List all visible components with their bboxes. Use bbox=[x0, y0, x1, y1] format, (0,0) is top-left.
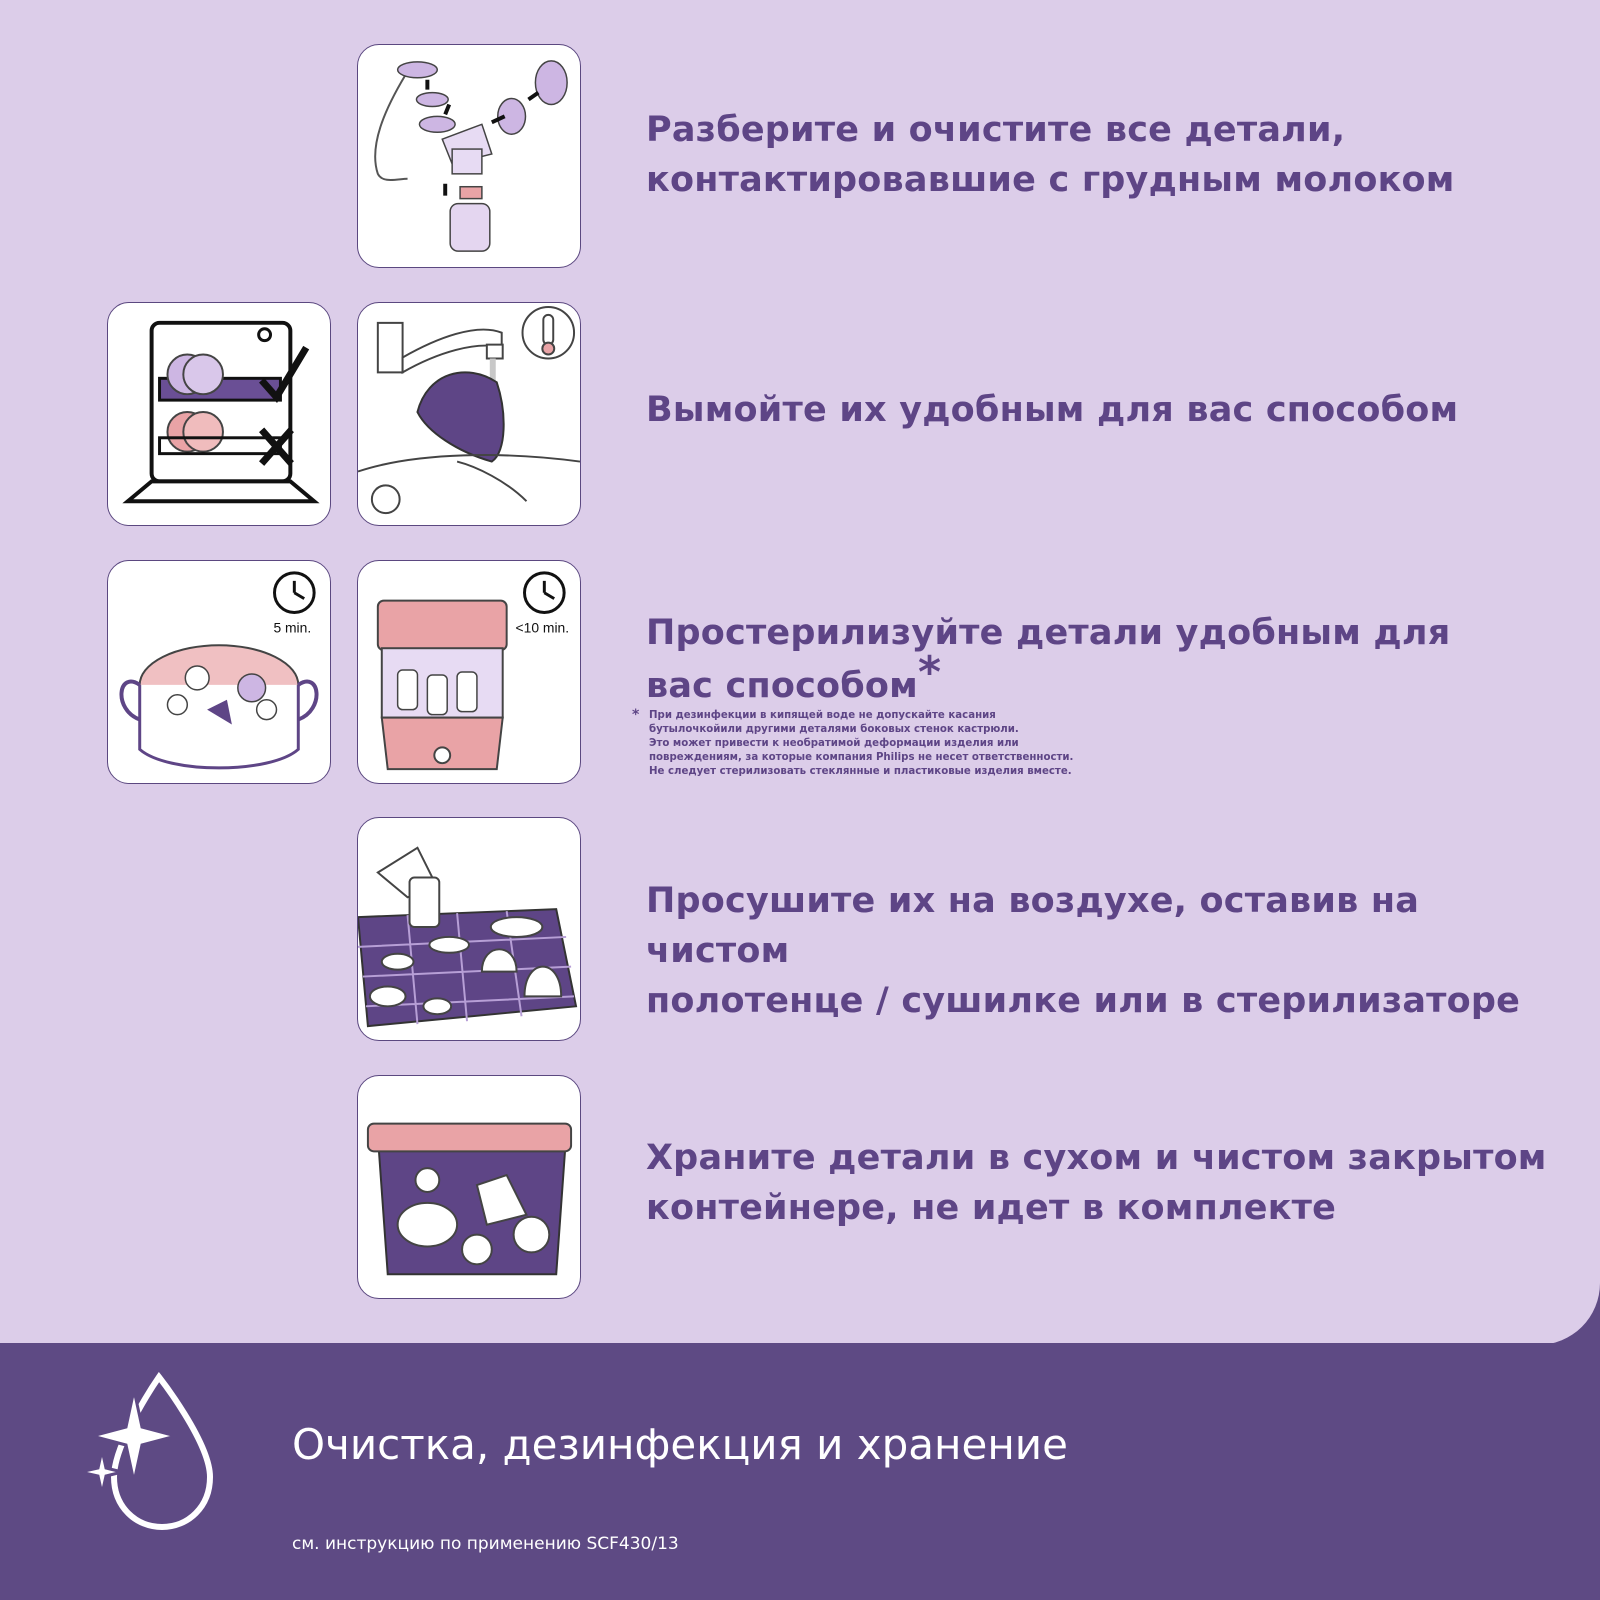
faucet-icon bbox=[358, 303, 580, 525]
footer-note: см. инструкцию по применению SCF430/13 bbox=[292, 1534, 679, 1554]
footer-band bbox=[0, 1343, 1600, 1600]
footer-corner-curve bbox=[1538, 1283, 1600, 1345]
sterilize-footnote bbox=[632, 709, 1092, 779]
steam-sterilizer-illustration bbox=[357, 560, 581, 784]
breast-pump-parts-icon bbox=[358, 45, 580, 267]
footer-title: Очистка, дезинфекция и хранение bbox=[292, 1420, 1068, 1469]
sterilizer-icon bbox=[358, 561, 580, 783]
air-dry-illustration bbox=[357, 817, 581, 1041]
storage-illustration bbox=[357, 1075, 581, 1299]
dishwasher-icon bbox=[108, 303, 330, 525]
step-1-text: Разберите и очистите все детали, контактировавшие с грудным молоком bbox=[646, 110, 1455, 200]
step-3-text bbox=[646, 608, 1566, 711]
step-4-text: Просушите их на воздухе, оставив на чистом полотенце / сушилке или в стерилизаторе bbox=[646, 881, 1521, 1021]
footnote-text: При дезинфекции в кипящей воде не допускайте касания бутылочкойили другими деталями боковых стенок кастрюли. Это может привести к необратимой деформации изделия или повреждениям, за которые компания Philips не несет ответственности. Не следует стерилизовать стеклянные и пластиковые изделия вместе. bbox=[649, 710, 1074, 777]
steam-timer-label: <10 min. bbox=[515, 619, 570, 636]
step-3-asterisk: * bbox=[917, 647, 942, 698]
footnote-star: * bbox=[632, 707, 640, 723]
handwash-illustration bbox=[357, 302, 581, 526]
step-2-text: Вымойте их удобным для вас способом bbox=[646, 390, 1459, 430]
disassemble-illustration bbox=[357, 44, 581, 268]
dishwasher-illustration bbox=[107, 302, 331, 526]
step-5-text: Храните детали в сухом и чистом закрытом контейнере, не идет в комплекте bbox=[646, 1138, 1547, 1228]
storage-container-icon bbox=[358, 1076, 580, 1298]
sparkle-drop-icon bbox=[74, 1372, 224, 1532]
step-3-main: Простерилизуйте детали удобным для вас способом bbox=[646, 613, 1451, 706]
boiling-illustration bbox=[107, 560, 331, 784]
boil-timer-label: 5 min. bbox=[273, 619, 312, 636]
pot-icon bbox=[108, 561, 330, 783]
drying-rack-icon bbox=[358, 818, 580, 1040]
